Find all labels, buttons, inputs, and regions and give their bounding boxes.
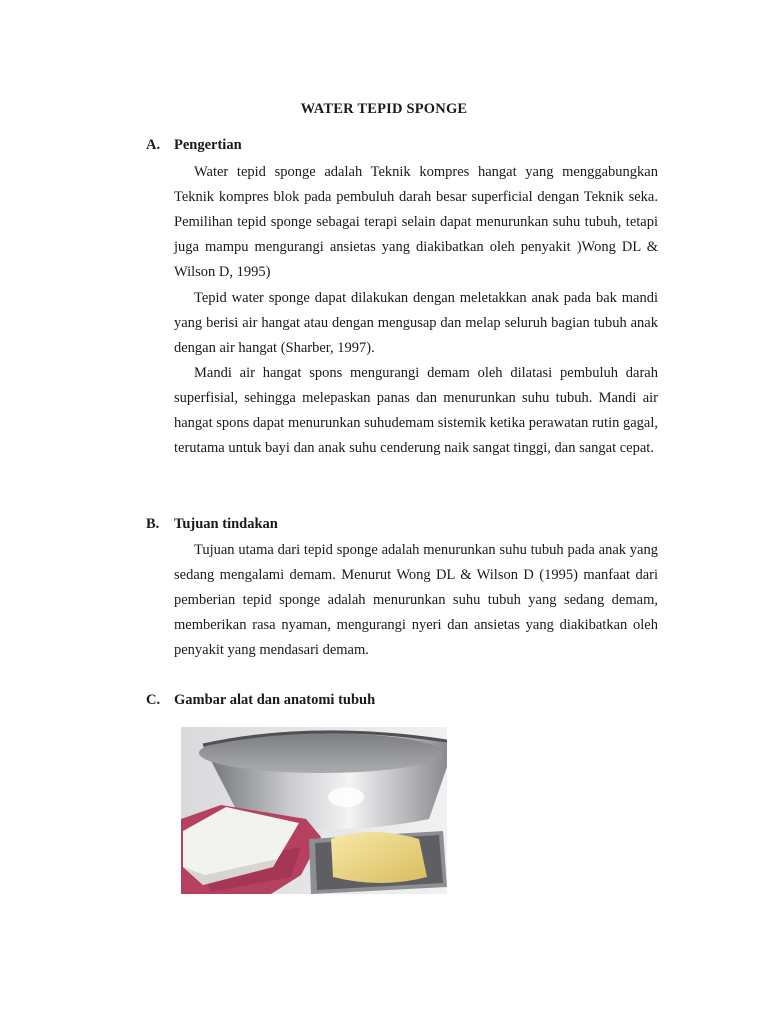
section-b-title: Tujuan tindakan: [174, 516, 278, 532]
soap-dish-shape: [309, 831, 447, 894]
section-b-letter: B.: [146, 516, 160, 532]
equipment-photo-illustration: [181, 727, 447, 894]
section-a-paragraph-2: Tepid water sponge dapat dilakukan dengan meletakkan anak pada bak mandi yang berisi air hangat atau dengan mengusap dan melap seluruh bagian tubuh anak dengan air hangat (Sharber, 1997).: [174, 290, 658, 356]
section-a-paragraph-3: Mandi air hangat spons mengurangi demam oleh dilatasi pembuluh darah superfisial, sehingga melepaskan panas dan menurunkan suhu tubuh. Mandi air hangat spons dapat menurunkan suhudemam sistemik ketika perawatan rutin gagal, terutama untuk bayi dan anak suhu cenderung naik sangat tinggi, dan sangat cepat.: [174, 365, 659, 456]
section-a-paragraph-1: Water tepid sponge adalah Teknik kompres hangat yang menggabungkan Teknik kompres blok pada pembuluh darah besar superficial dengan Teknik seka. Pemilihan tepid sponge sebagai terapi selain dapat menurunkan suhu tubuh, tetapi juga mampu mengurangi ansietas yang diakibatkan oleh penyakit )Wong DL & Wilson D, 1995): [174, 164, 658, 280]
section-a-heading: [146, 137, 242, 154]
equipment-photo: [181, 727, 447, 894]
section-b-paragraph-1: Tujuan utama dari tepid sponge adalah menurunkan suhu tubuh pada anak yang sedang mengalami demam. Menurut Wong DL & Wilson D (1995) manfaat dari pemberian tepid sponge adalah menurunkan suhu tubuh yang sedang demam, memberikan rasa nyaman, mengurangi nyeri dan ansietas yang diakibatkan oleh penyakit yang mendasari demam.: [174, 542, 658, 658]
page-title: WATER TEPID SPONGE: [300, 101, 468, 117]
section-a-letter: A.: [146, 137, 161, 153]
section-c-letter: C.: [146, 692, 161, 708]
section-c-heading: [146, 692, 375, 709]
section-b-heading: [146, 516, 278, 533]
section-c-title: Gambar alat dan anatomi tubuh: [174, 692, 376, 708]
section-a-title: Pengertian: [174, 137, 242, 153]
